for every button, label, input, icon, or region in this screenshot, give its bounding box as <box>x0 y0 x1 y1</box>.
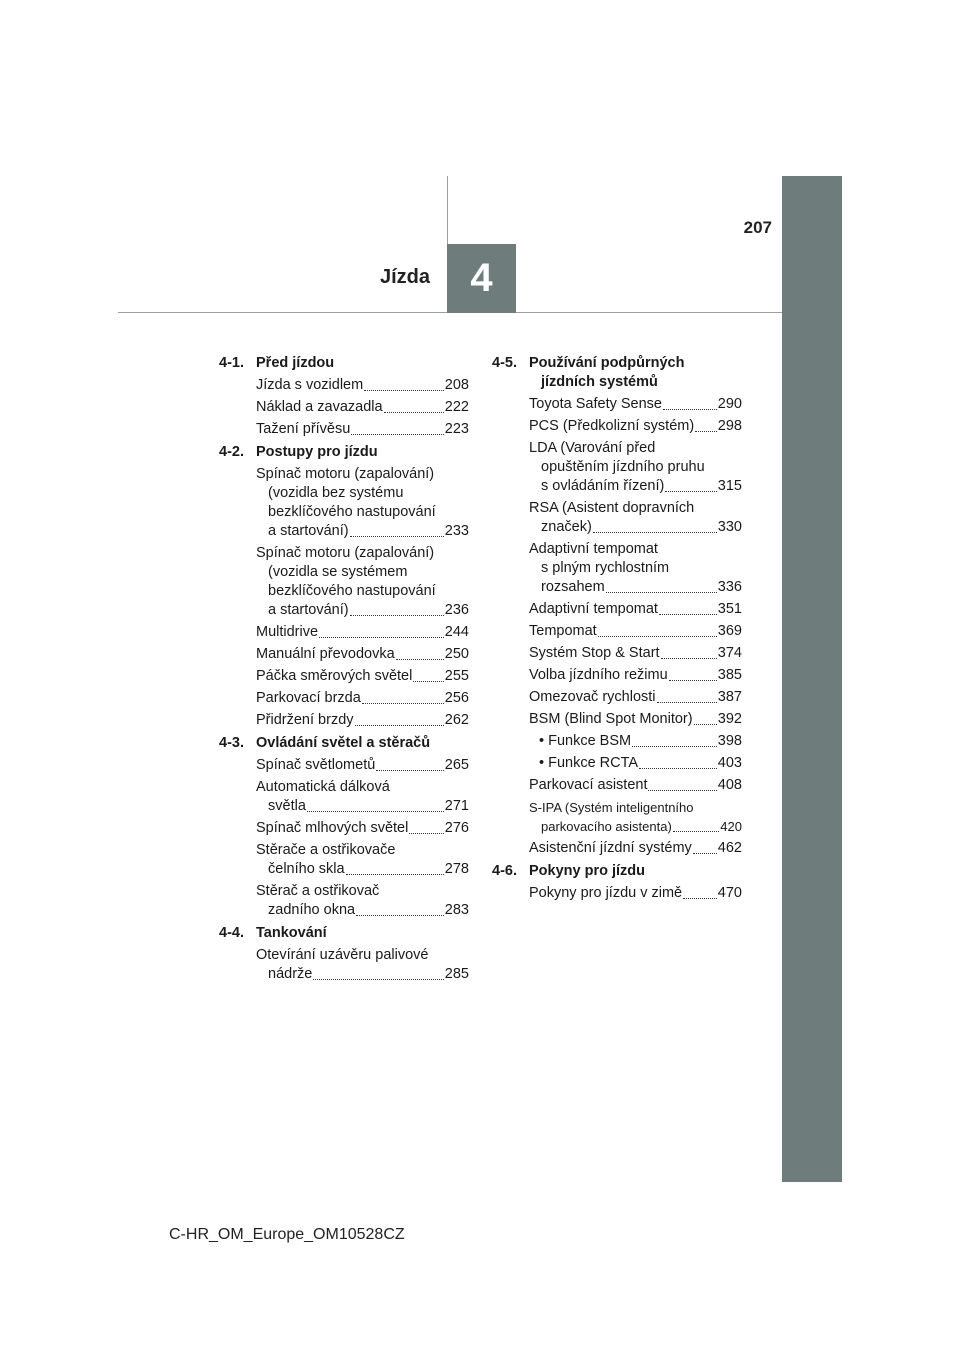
toc-dot-leader <box>346 874 444 875</box>
toc-section-heading <box>492 354 742 392</box>
toc-entry-text: parkovacího asistenta) <box>541 819 672 834</box>
toc-entry-text: Volba jízdního režimu <box>529 667 668 683</box>
toc-dot-leader <box>693 853 717 854</box>
toc-dot-leader <box>665 491 716 492</box>
toc-page-number: 330 <box>717 519 742 535</box>
toc-page-number: 250 <box>444 646 469 662</box>
toc-dot-leader <box>639 768 717 769</box>
toc-page-number: 398 <box>717 733 742 749</box>
toc-page-number: 233 <box>444 523 469 539</box>
toc-entry-line <box>529 622 742 641</box>
toc-entry-line <box>529 518 742 537</box>
toc-entry-text: nádrže <box>268 966 313 982</box>
toc-entry-line <box>256 563 469 582</box>
toc-dot-leader <box>376 770 444 771</box>
toc-dot-leader <box>661 658 717 659</box>
toc-entry-text: Stěrač a ostřikovač <box>256 883 380 899</box>
toc-section-number: 4-5. <box>492 355 517 371</box>
toc-entry[interactable] <box>492 540 742 597</box>
toc-entry[interactable] <box>492 776 742 795</box>
toc-entry-line <box>256 522 469 541</box>
toc-page-number: 244 <box>444 624 469 640</box>
toc-dot-leader <box>355 725 444 726</box>
toc-entry-text: Adaptivní tempomat <box>529 601 658 617</box>
toc-entry[interactable] <box>492 417 742 436</box>
toc-entry[interactable] <box>492 666 742 685</box>
toc-dot-leader <box>413 681 443 682</box>
toc-entry-line <box>256 689 469 708</box>
toc-page-number: 470 <box>717 885 742 901</box>
toc-entry-line <box>256 667 469 686</box>
toc-entry-line <box>529 732 742 751</box>
toc-section <box>219 354 469 439</box>
toc-entry[interactable] <box>492 754 742 773</box>
toc-entry-text: Spínač motoru (zapalování) <box>256 545 435 561</box>
toc-entry[interactable] <box>219 841 469 879</box>
toc-entry-text: Spínač motoru (zapalování) <box>256 466 435 482</box>
toc-section-title <box>256 354 469 373</box>
toc-entry-line <box>256 946 469 965</box>
toc-page-number: 403 <box>717 755 742 771</box>
toc-entry-text: čelního skla <box>268 861 345 877</box>
toc-entry-line <box>529 839 742 858</box>
toc-section <box>219 443 469 730</box>
toc-dot-leader <box>663 409 717 410</box>
toc-entry-line <box>529 600 742 619</box>
toc-entry[interactable] <box>492 688 742 707</box>
toc-page-number: 408 <box>717 777 742 793</box>
toc-entry-text: Omezovač rychlosti <box>529 689 656 705</box>
toc-entry-text: Tažení přívěsu <box>256 421 351 437</box>
toc-entry-line <box>256 797 469 816</box>
toc-entry[interactable] <box>492 622 742 641</box>
toc-dot-leader <box>307 811 444 812</box>
toc-entry-line <box>256 484 469 503</box>
toc-page-number: 283 <box>444 902 469 918</box>
toc-section-heading <box>219 924 469 943</box>
toc-section-heading <box>219 734 469 753</box>
toc-entry-text: Přidržení brzdy <box>256 712 354 728</box>
toc-entry-text: Toyota Safety Sense <box>529 396 662 412</box>
toc-entry-text: opuštěním jízdního pruhu <box>541 459 705 475</box>
toc-entry-line <box>529 458 742 477</box>
toc-entry-text: BSM (Blind Spot Monitor) <box>529 711 693 727</box>
toc-entry-line <box>256 601 469 620</box>
toc-entry-text: Pokyny pro jízdu v zimě <box>529 885 683 901</box>
toc-section-heading <box>219 443 469 462</box>
toc-entry-line <box>256 860 469 879</box>
toc-entry-text: Stěrače a ostřikovače <box>256 842 396 858</box>
toc-page-number: 278 <box>444 861 469 877</box>
toc-section-title <box>529 862 742 881</box>
toc-entry-text: Systém Stop & Start <box>529 645 660 661</box>
toc-entry-line <box>529 559 742 578</box>
toc-entry-text: S-IPA (Systém inteligentního <box>529 800 694 815</box>
toc-dot-leader <box>350 615 444 616</box>
toc-section-heading <box>492 862 742 881</box>
toc-entry[interactable] <box>219 689 469 708</box>
toc-page-number: 222 <box>444 399 469 415</box>
toc-page-number: 223 <box>444 421 469 437</box>
toc-left-column <box>219 354 469 988</box>
toc-dot-leader <box>356 915 444 916</box>
toc-entry-line <box>256 901 469 920</box>
toc-entry-text: Manuální převodovka <box>256 646 395 662</box>
toc-dot-leader <box>598 636 717 637</box>
toc-page-number: 290 <box>717 396 742 412</box>
toc-entry-line <box>256 623 469 642</box>
toc-page-number: 351 <box>717 601 742 617</box>
toc-entry[interactable] <box>219 778 469 816</box>
toc-entry-line <box>529 754 742 773</box>
toc-section-heading <box>219 354 469 373</box>
toc-entry-text: s plným rychlostním <box>541 560 670 576</box>
toc-entry[interactable] <box>492 839 742 858</box>
toc-entry-line <box>256 582 469 601</box>
toc-page-number: 208 <box>444 377 469 393</box>
toc-entry-line <box>529 439 742 458</box>
toc-entry-text: s ovládáním řízení) <box>541 478 665 494</box>
toc-entry-text: LDA (Varování před <box>529 440 656 456</box>
toc-entry-text: a startování) <box>268 523 349 539</box>
toc-entry-line <box>256 503 469 522</box>
toc-entry[interactable] <box>492 395 742 414</box>
toc-entry-line <box>529 540 742 559</box>
toc-section <box>492 354 742 858</box>
toc-entry-line <box>529 817 742 836</box>
toc-entry-line <box>529 477 742 496</box>
toc-dot-leader <box>632 746 717 747</box>
toc-entry[interactable] <box>219 398 469 417</box>
toc-entry-text: Automatická dálková <box>256 779 390 795</box>
toc-page-number: 298 <box>717 418 742 434</box>
toc-section-title-line: Pokyny pro jízdu <box>529 863 646 879</box>
toc-entry-line <box>529 499 742 518</box>
toc-entry-text: Tempomat <box>529 623 597 639</box>
toc-entry[interactable] <box>219 623 469 642</box>
toc-entry[interactable] <box>219 756 469 775</box>
toc-entry-line <box>529 417 742 436</box>
page-number: 207 <box>743 218 772 237</box>
toc-entry-text: bezklíčového nastupování <box>268 583 436 599</box>
toc-page-number: 256 <box>444 690 469 706</box>
toc-section-number: 4-1. <box>219 355 244 371</box>
toc-entry[interactable] <box>492 798 742 836</box>
toc-entry-line <box>256 841 469 860</box>
toc-section-title <box>256 443 469 462</box>
toc-dot-leader <box>669 680 717 681</box>
toc-entry-line <box>529 776 742 795</box>
toc-section-number: 4-2. <box>219 444 244 460</box>
toc-entry-text: Otevírání uzávěru palivové <box>256 947 429 963</box>
toc-dot-leader <box>319 637 444 638</box>
toc-dot-leader <box>695 431 717 432</box>
toc-entry[interactable] <box>492 710 742 729</box>
toc-entry-text: Spínač mlhových světel <box>256 820 409 836</box>
toc-entry-line <box>256 819 469 838</box>
toc-entry-text: Náklad a zavazadla <box>256 399 383 415</box>
toc-section-title-line: Používání podpůrných <box>529 355 685 371</box>
toc-entry-text: Parkovací asistent <box>529 777 648 793</box>
toc-entry[interactable] <box>219 667 469 686</box>
toc-entry-text: RSA (Asistent dopravních <box>529 500 695 516</box>
toc-entry-text: Multidrive <box>256 624 319 640</box>
toc-entry-text: Asistenční jízdní systémy <box>529 840 692 856</box>
toc-entry-text: Spínač světlometů <box>256 757 376 773</box>
toc-page-number: 385 <box>717 667 742 683</box>
toc-dot-leader <box>683 898 717 899</box>
toc-page-number: 336 <box>717 579 742 595</box>
toc-entry-text: PCS (Předkolizní systém) <box>529 418 695 434</box>
toc-page-number: 276 <box>444 820 469 836</box>
toc-section-title-line: Tankování <box>256 925 327 941</box>
toc-section-title <box>256 924 469 943</box>
toc-dot-leader <box>659 614 717 615</box>
toc-dot-leader <box>648 790 716 791</box>
toc-entry-text: rozsahem <box>541 579 605 595</box>
toc-entry-line <box>256 376 469 395</box>
toc-dot-leader <box>396 659 444 660</box>
toc-entry[interactable] <box>219 544 469 620</box>
chapter-title: Jízda <box>379 266 430 288</box>
toc-section-title-line: jízdních systémů <box>541 374 658 390</box>
toc-entry-line <box>256 778 469 797</box>
toc-page-number: 374 <box>717 645 742 661</box>
toc-entry-line <box>256 882 469 901</box>
toc-entry-text: Adaptivní tempomat <box>529 541 658 557</box>
toc-dot-leader <box>593 532 717 533</box>
toc-section-title-line: Před jízdou <box>256 355 335 371</box>
document-footer: C-HR_OM_Europe_OM10528CZ <box>169 1226 405 1243</box>
toc-section <box>219 924 469 984</box>
toc-page-number: 392 <box>717 711 742 727</box>
toc-entry-line <box>256 645 469 664</box>
toc-entry[interactable] <box>219 882 469 920</box>
toc-page-number: 369 <box>717 623 742 639</box>
toc-entry-text: bezklíčového nastupování <box>268 504 436 520</box>
toc-page-number: 255 <box>444 668 469 684</box>
toc-entry-text: (vozidla bez systému <box>268 485 404 501</box>
toc-entry[interactable] <box>219 376 469 395</box>
toc-dot-leader <box>313 979 443 980</box>
toc-entry-text: značek) <box>541 519 592 535</box>
chapter-number-box: 4 <box>447 244 516 313</box>
toc-section-title-line: Ovládání světel a stěračů <box>256 735 431 751</box>
toc-page-number: 236 <box>444 602 469 618</box>
toc-entry[interactable] <box>492 499 742 537</box>
toc-entry[interactable] <box>219 946 469 984</box>
toc-entry-line <box>256 756 469 775</box>
toc-page-number: 262 <box>444 712 469 728</box>
toc-dot-leader <box>409 833 443 834</box>
toc-entry-line <box>529 688 742 707</box>
chapter-side-tab <box>782 176 842 1182</box>
toc-entry-text: • Funkce BSM <box>539 733 632 749</box>
toc-page-number: 315 <box>717 478 742 494</box>
toc-section-number: 4-3. <box>219 735 244 751</box>
toc-dot-leader <box>673 831 720 832</box>
toc-page-number: 265 <box>444 757 469 773</box>
toc-entry-line <box>529 644 742 663</box>
toc-entry-text: Parkovací brzda <box>256 690 361 706</box>
toc-entry-line <box>529 710 742 729</box>
toc-entry-line <box>529 578 742 597</box>
toc-section-title <box>256 734 469 753</box>
toc-entry-line <box>256 465 469 484</box>
toc-entry[interactable] <box>219 819 469 838</box>
toc-entry-text: Jízda s vozidlem <box>256 377 364 393</box>
toc-entry-line <box>529 884 742 903</box>
toc-section <box>492 862 742 903</box>
toc-page-number: 285 <box>444 966 469 982</box>
toc-dot-leader <box>364 390 444 391</box>
toc-entry-text: (vozidla se systémem <box>268 564 408 580</box>
toc-page-number: 462 <box>717 840 742 856</box>
toc-dot-leader <box>362 703 444 704</box>
toc-entry-line <box>256 965 469 984</box>
toc-page-number: 420 <box>720 819 742 834</box>
toc-entry-line <box>256 544 469 563</box>
toc-dot-leader <box>694 724 717 725</box>
toc-page-number: 387 <box>717 689 742 705</box>
toc-entry[interactable] <box>492 439 742 496</box>
toc-entry[interactable] <box>219 645 469 664</box>
toc-entry[interactable] <box>492 644 742 663</box>
toc-entry[interactable] <box>219 465 469 541</box>
toc-section <box>219 734 469 920</box>
toc-section-title <box>529 354 742 392</box>
toc-section-number: 4-6. <box>492 863 517 879</box>
toc-entry[interactable] <box>492 732 742 751</box>
toc-entry[interactable] <box>219 711 469 730</box>
toc-entry[interactable] <box>492 600 742 619</box>
toc-page-number: 271 <box>444 798 469 814</box>
toc-dot-leader <box>657 702 717 703</box>
toc-entry-text: Páčka směrových světel <box>256 668 413 684</box>
toc-section-number: 4-4. <box>219 925 244 941</box>
toc-entry[interactable] <box>492 884 742 903</box>
toc-dot-leader <box>350 536 444 537</box>
toc-entry-text: • Funkce RCTA <box>539 755 639 771</box>
toc-entry-line <box>256 398 469 417</box>
header-divider-vertical <box>447 176 448 244</box>
toc-dot-leader <box>351 434 443 435</box>
toc-entry[interactable] <box>219 420 469 439</box>
toc-entry-line <box>529 395 742 414</box>
toc-right-column <box>492 354 742 907</box>
toc-entry-line <box>529 798 742 817</box>
toc-entry-line <box>529 666 742 685</box>
toc-entry-text: světla <box>268 798 306 814</box>
toc-entry-line <box>256 420 469 439</box>
toc-entry-line <box>256 711 469 730</box>
toc-entry-text: a startování) <box>268 602 349 618</box>
toc-dot-leader <box>606 592 717 593</box>
toc-dot-leader <box>384 412 444 413</box>
toc-entry-text: zadního okna <box>268 902 356 918</box>
toc-section-title-line: Postupy pro jízdu <box>256 444 378 460</box>
